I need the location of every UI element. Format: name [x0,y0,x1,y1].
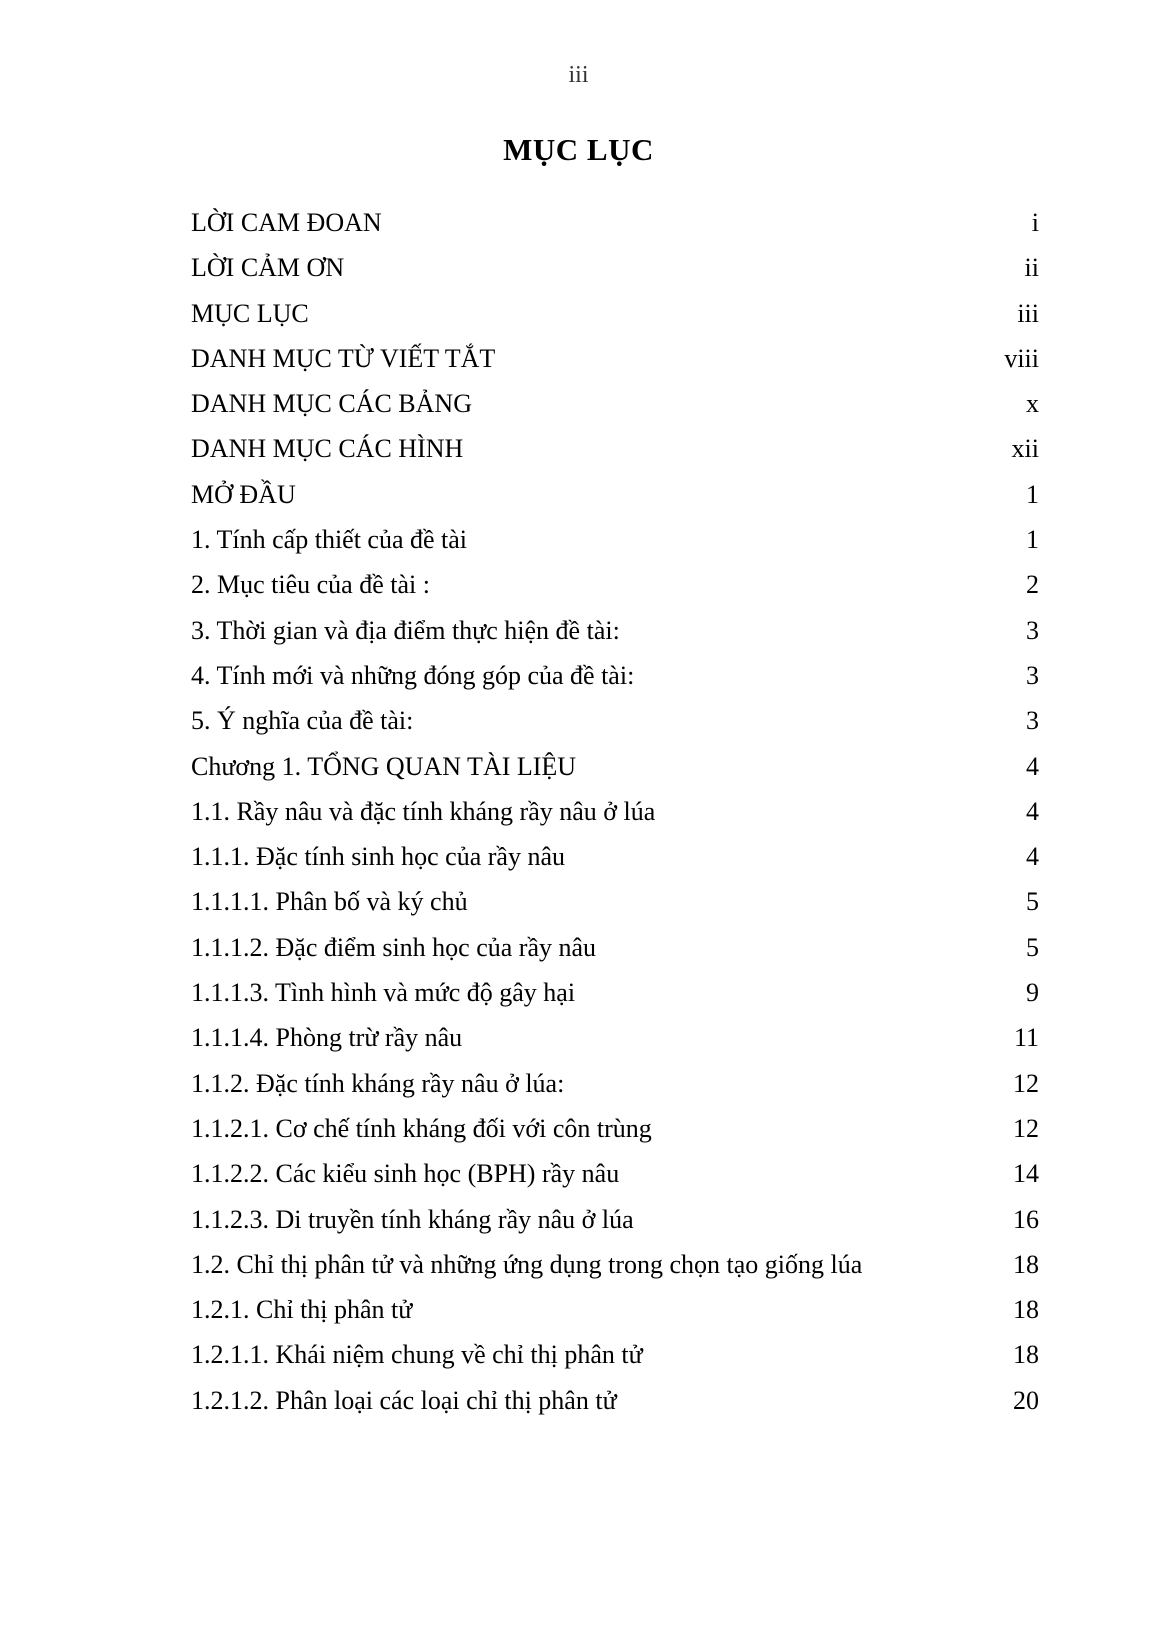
toc-entry[interactable] [191,1106,1039,1151]
toc-entry-page-number: x [1026,389,1039,419]
toc-entry[interactable] [191,1287,1039,1332]
toc-entry-label: 1.2.1.2. Phân loại các loại chỉ thị phân tử [191,1385,617,1415]
toc-entry-label: 5. Ý nghĩa của đề tài: [191,706,414,736]
toc-entry-page-number: 5 [1026,887,1039,917]
page-number: iii [568,62,589,88]
toc-entry[interactable] [191,744,1039,789]
toc-entry-page-number: viii [1004,343,1039,373]
toc-entry-page-number: 18 [1013,1295,1039,1325]
toc-entry[interactable] [191,1151,1039,1196]
toc-entry-label: LỜI CẢM ƠN [191,253,345,283]
toc-entry-label: 1. Tính cấp thiết của đề tài [191,525,468,555]
toc-entry-label: DANH MỤC CÁC BẢNG [191,389,472,419]
toc-entry-label: Chương 1. TỔNG QUAN TÀI LIỆU [191,751,577,781]
toc-entry-page-number: 12 [1013,1113,1039,1143]
toc-entry[interactable] [191,698,1039,743]
toc-entry[interactable] [191,381,1039,426]
toc-entry[interactable] [191,1242,1039,1287]
toc-entry-label: 1.2. Chỉ thị phân tử và những ứng dụng trong chọn tạo giống lúa [191,1249,863,1279]
toc-entry-page-number: i [1031,208,1039,237]
toc-entry[interactable] [191,200,1039,245]
toc-entry-label: 4. Tính mới và những đóng góp của đề tài: [191,660,635,690]
page-title: MỤC LỤC [503,132,654,167]
toc-entry-label: 1.1.2.1. Cơ chế tính kháng đối với côn trùng [191,1113,652,1143]
toc-entry-page-number: 11 [1013,1023,1039,1053]
toc-entry[interactable] [191,336,1039,381]
toc-entry-page-number: 1 [1026,525,1039,555]
toc-entry-label: 1.1.2. Đặc tính kháng rầy nâu ở lúa: [191,1068,565,1098]
toc-entry[interactable] [191,925,1039,970]
toc-entry-label: DANH MỤC TỪ VIẾT TẮT [191,343,496,373]
toc-entry-label: MỞ ĐẦU [191,479,296,509]
toc-entry-label: 1.1.1. Đặc tính sinh học của rầy nâu [191,842,566,872]
toc-entry[interactable] [191,426,1039,471]
toc-entry[interactable] [191,608,1039,653]
toc-entry-page-number: 3 [1026,706,1039,736]
toc-entry-label: 1.2.1.1. Khái niệm chung về chỉ thị phân tử [191,1340,643,1370]
toc-entry-label: 1.1.1.3. Tình hình và mức độ gây hại [191,978,576,1008]
toc-entry-page-number: 3 [1026,660,1039,690]
toc-entry-label: 1.1.1.1. Phân bố và ký chủ [191,887,468,917]
toc-entry-page-number: 4 [1026,796,1039,826]
toc-entry[interactable] [191,562,1039,607]
toc-entry-page-number: 4 [1026,751,1039,781]
toc-entry[interactable] [191,653,1039,698]
toc-entry-page-number: ii [1024,253,1039,283]
toc-entry-label: 3. Thời gian và địa điểm thực hiện đề tài: [191,615,620,645]
toc-entry-label: 1.1.2.2. Các kiểu sinh học (BPH) rầy nâu [191,1159,620,1189]
toc-entry-label: LỜI CAM ĐOAN [191,208,382,237]
toc-entry-page-number: 16 [1013,1204,1039,1234]
toc-entry-label: 1.1.1.2. Đặc điểm sinh học của rầy nâu [191,932,597,962]
toc-entry[interactable] [191,879,1039,924]
toc-entry-page-number: 2 [1026,570,1039,600]
toc-entry[interactable] [191,834,1039,879]
toc-entry-label: 1.2.1. Chỉ thị phân tử [191,1295,413,1325]
table-of-contents [191,200,1039,1423]
toc-entry[interactable] [191,1061,1039,1106]
toc-entry-page-number: 3 [1026,615,1039,645]
toc-entry[interactable] [191,472,1039,517]
toc-entry-label: DANH MỤC CÁC HÌNH [191,434,464,464]
toc-entry-page-number: 1 [1026,479,1039,509]
toc-entry[interactable] [191,245,1039,290]
toc-entry[interactable] [191,1015,1039,1060]
toc-entry-label: 1.1. Rầy nâu và đặc tính kháng rầy nâu ở lúa [191,796,656,826]
toc-entry-page-number: 14 [1013,1159,1039,1189]
toc-entry-label: 2. Mục tiêu của đề tài : [191,570,430,600]
toc-entry[interactable] [191,291,1039,336]
toc-entry[interactable] [191,1197,1039,1242]
toc-entry-label: 1.1.2.3. Di truyền tính kháng rầy nâu ở lúa [191,1204,634,1234]
toc-entry[interactable] [191,1332,1039,1377]
toc-entry-page-number: xii [1011,434,1039,464]
toc-entry-page-number: 4 [1026,842,1039,872]
toc-entry[interactable] [191,1378,1039,1423]
toc-entry-page-number: 18 [1013,1340,1039,1370]
toc-entry-page-number: 20 [1013,1385,1039,1415]
toc-entry[interactable] [191,970,1039,1015]
toc-entry-page-number: 18 [1013,1249,1039,1279]
toc-entry-label: 1.1.1.4. Phòng trừ rầy nâu [191,1023,463,1053]
toc-entry-page-number: 5 [1026,932,1039,962]
toc-entry-page-number: iii [1017,298,1039,328]
toc-entry[interactable] [191,517,1039,562]
toc-entry-page-number: 12 [1013,1068,1039,1098]
toc-entry-page-number: 9 [1026,978,1039,1008]
toc-entry-label: MỤC LỤC [191,298,309,328]
toc-entry[interactable] [191,789,1039,834]
